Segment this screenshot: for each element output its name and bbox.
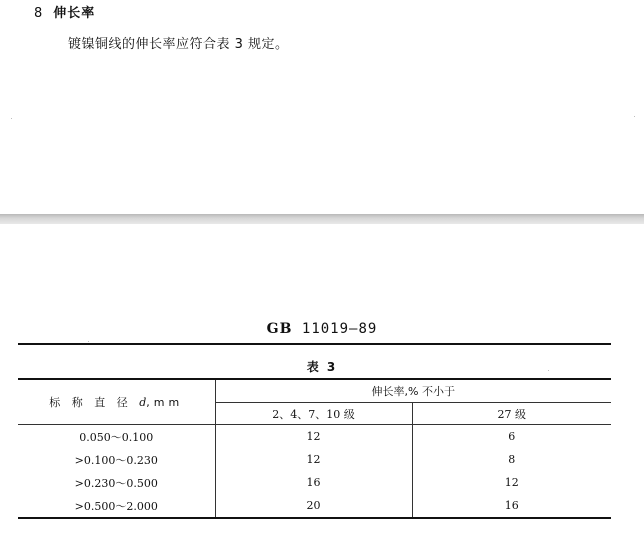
- scan-speck: [634, 116, 635, 117]
- elongation-cell-grade-b: 16: [412, 494, 611, 518]
- elongation-cell-grade-b: 6: [508, 430, 516, 443]
- table-row: [18, 425, 611, 449]
- grade-header-2-4-7-10: 2、4、7、10 级: [215, 403, 412, 425]
- section-number: 8: [34, 6, 44, 21]
- elongation-cell-grade-a: 20: [215, 494, 412, 518]
- diameter-symbol: d: [139, 396, 147, 409]
- elongation-column-header: 伸长率,% 不小于: [215, 379, 611, 403]
- standard-prefix: GB: [266, 321, 293, 337]
- diameter-column-header: [18, 379, 215, 425]
- section-body-text: 镀镍铜线的伸长率应符合表 3 规定。: [68, 37, 289, 52]
- lower-page: [0, 224, 644, 538]
- diameter-cell: >0.230～0.500: [18, 471, 215, 494]
- section-title: 伸长率: [53, 6, 96, 21]
- page-separator: [0, 214, 644, 224]
- elongation-cell-grade-a: 12: [215, 448, 412, 471]
- grade-header-27: 27 级: [412, 403, 611, 425]
- upper-page: [0, 0, 644, 214]
- elongation-cell-grade-a: 16: [215, 471, 412, 494]
- table-row: [18, 494, 611, 518]
- section-heading: [34, 2, 95, 21]
- table-row: [18, 471, 611, 494]
- elongation-cell-grade-a: 12: [215, 425, 412, 449]
- standard-code: 11019—89: [301, 321, 378, 337]
- elongation-cell-grade-b: 8: [508, 453, 516, 466]
- elongation-table: [18, 378, 611, 519]
- diameter-unit: ,mm: [146, 396, 184, 409]
- table-row: [18, 448, 611, 471]
- scan-speck: [548, 370, 549, 371]
- header-rule: [18, 343, 611, 345]
- standard-header: [0, 321, 644, 337]
- diameter-cell: >0.500～2.000: [18, 494, 215, 518]
- elongation-cell-grade-b: 12: [504, 476, 519, 489]
- table-header-row: [18, 379, 611, 403]
- diameter-cell: >0.100～0.230: [18, 448, 215, 471]
- scan-speck: [11, 118, 12, 119]
- diameter-header-label: 标 称 直 径: [49, 396, 132, 409]
- table-caption: 表 3: [306, 360, 338, 374]
- diameter-cell: 0.050～0.100: [18, 425, 215, 449]
- scan-speck: [88, 341, 89, 342]
